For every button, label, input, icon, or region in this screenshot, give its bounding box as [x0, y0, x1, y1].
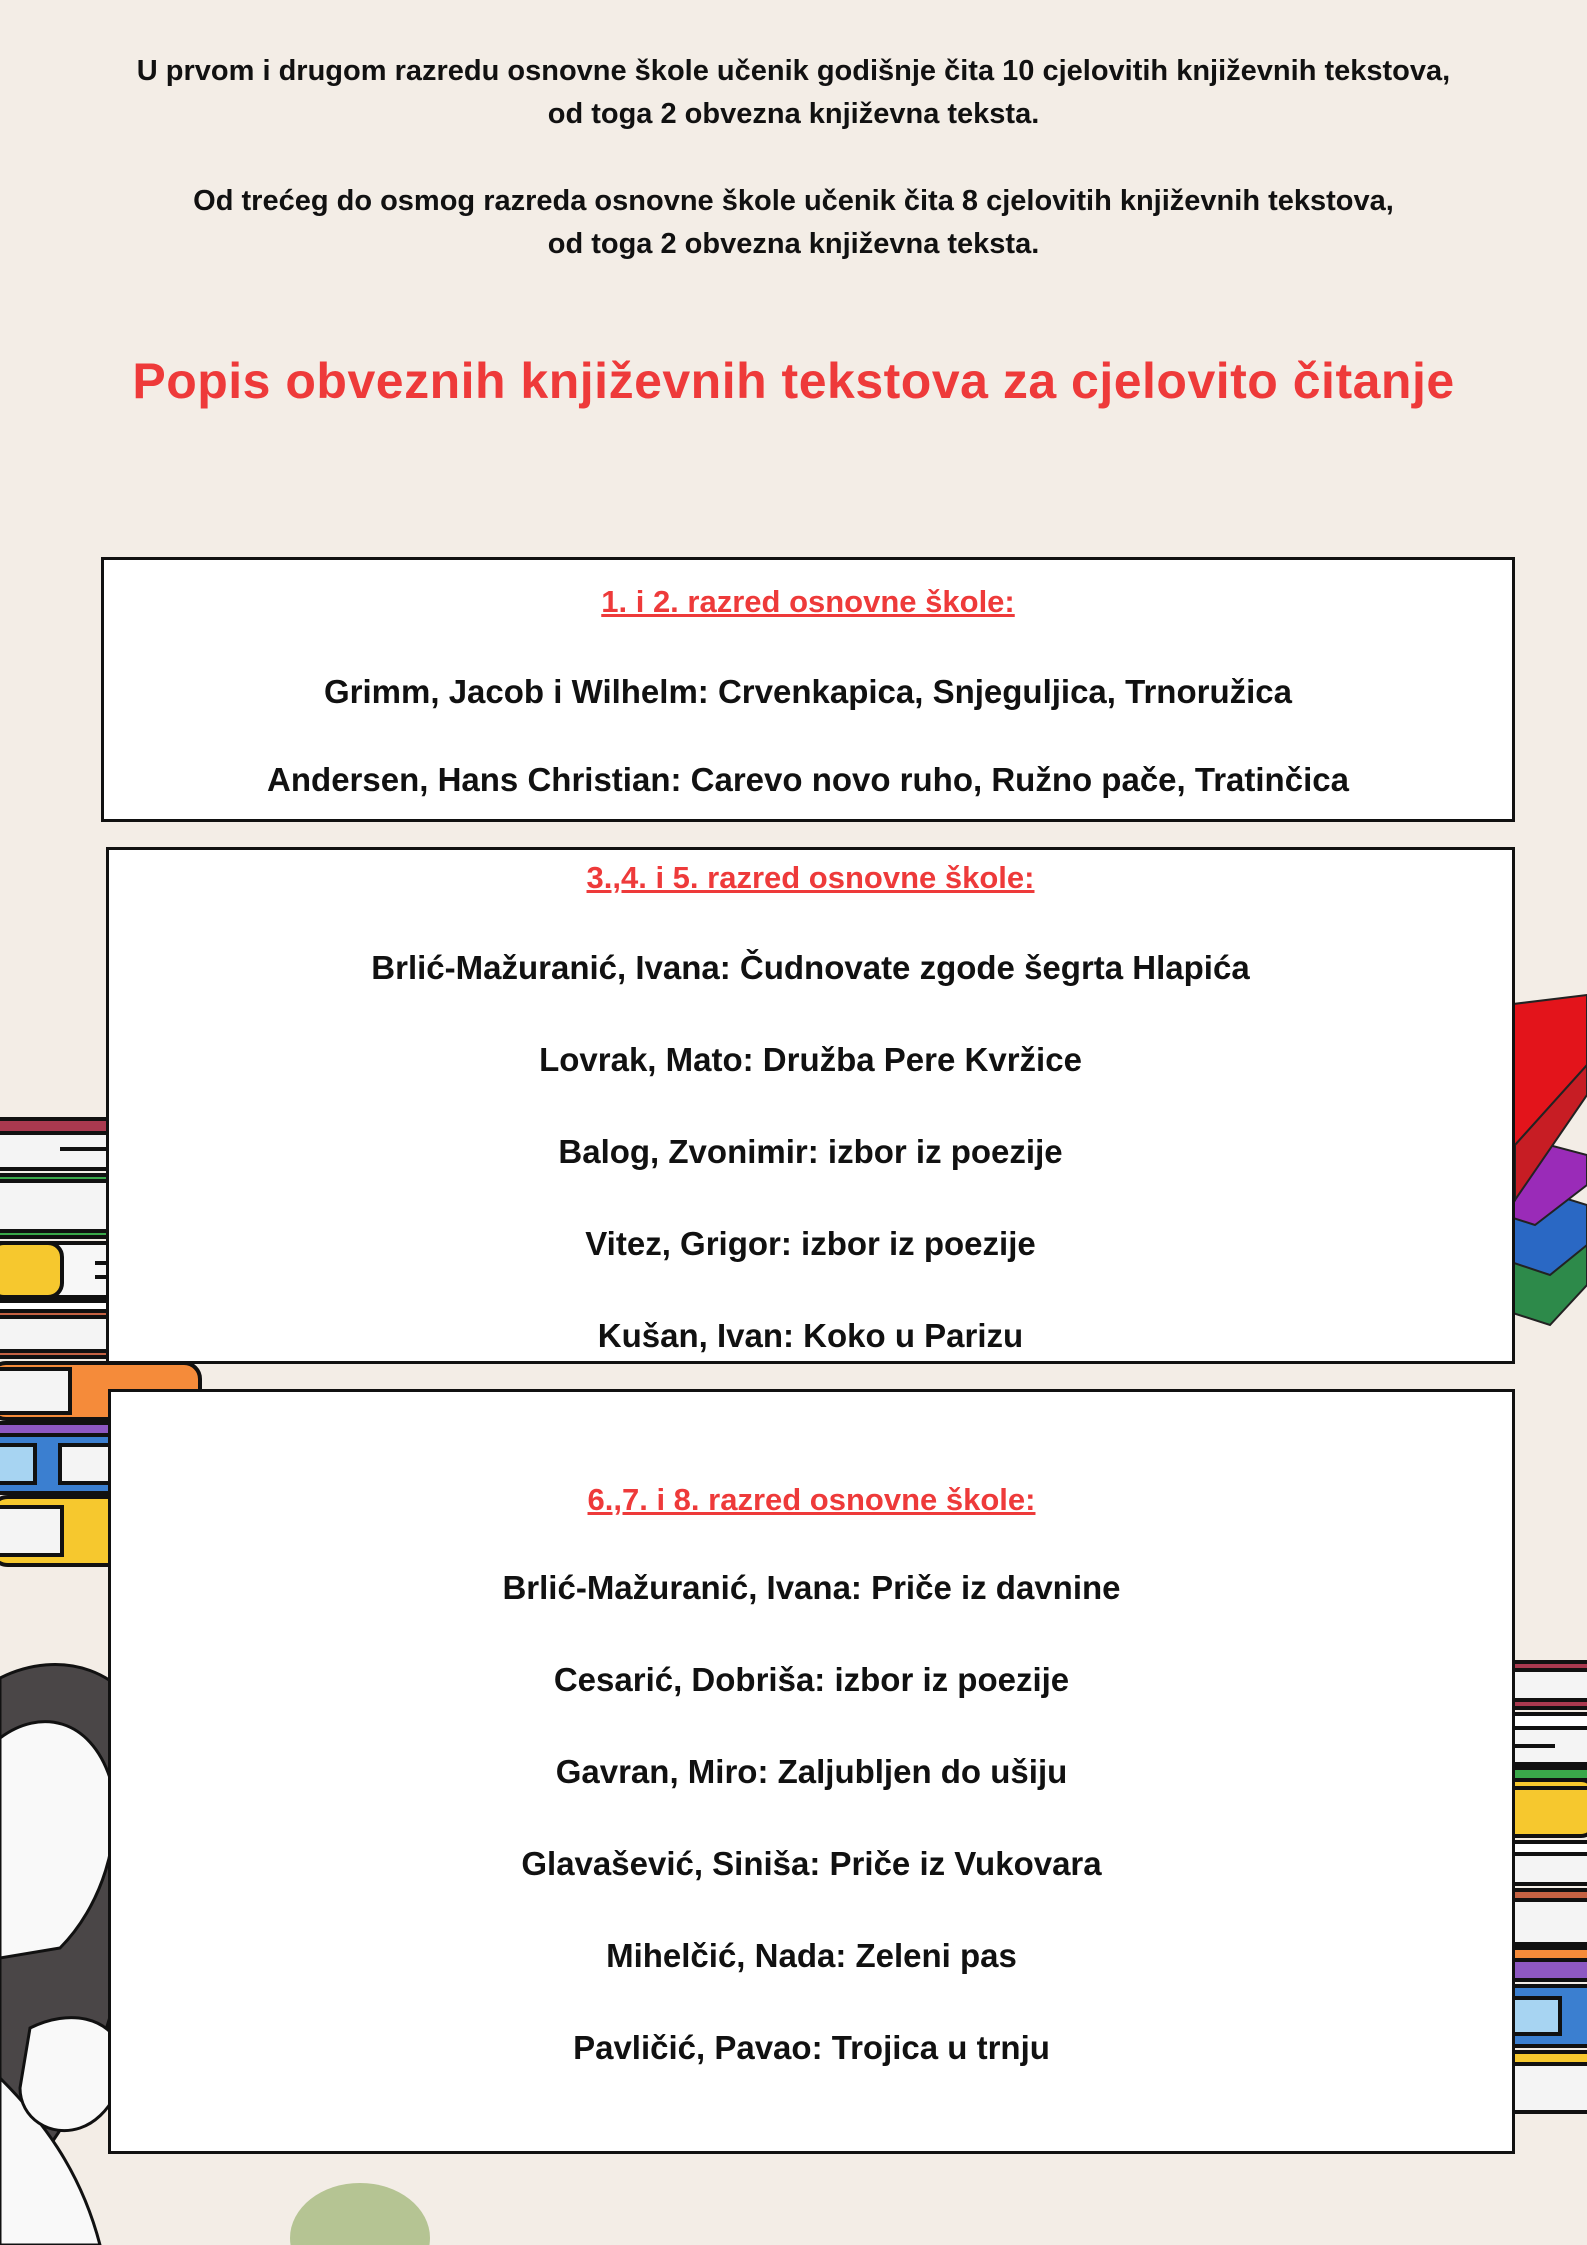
book-item: Pavličić, Pavao: Trojica u trnju	[573, 2029, 1050, 2066]
intro-line: od toga 2 obvezna književna teksta.	[547, 228, 1040, 260]
book-item: Balog, Zvonimir: izbor iz poezije	[558, 1133, 1063, 1170]
book-item: Kušan, Ivan: Koko u Parizu	[597, 1317, 1024, 1354]
book-item: Grimm, Jacob i Wilhelm: Crvenkapica, Snjeguljica, Trnoružica	[324, 673, 1292, 710]
section-grade-6-8	[108, 1389, 1515, 2154]
book-item: Glavašević, Siniša: Priče iz Vukovara	[521, 1845, 1102, 1882]
book-item: Brlić-Mažuranić, Ivana: Čudnovate zgode šegrta Hlapića	[371, 949, 1250, 986]
section-heading: 6.,7. i 8. razred osnovne škole:	[587, 1482, 1036, 1517]
intro-paragraph-1	[40, 50, 1547, 136]
section-grade-3-5	[106, 847, 1515, 1364]
page-title: Popis obveznih književnih tekstova za cjelovito čitanje	[132, 353, 1455, 409]
book-item: Andersen, Hans Christian: Carevo novo ruho, Ružno pače, Tratinčica	[267, 761, 1349, 798]
book-item: Mihelčić, Nada: Zeleni pas	[606, 1937, 1017, 1974]
intro-line: Od trećeg do osmog razreda osnovne škole učenik čita 8 cjelovitih književnih tekstova,	[193, 185, 1394, 217]
intro-paragraph-2	[40, 180, 1547, 266]
intro-line: od toga 2 obvezna književna teksta.	[547, 98, 1040, 130]
book-item: Gavran, Miro: Zaljubljen do ušiju	[555, 1753, 1068, 1790]
book-item: Cesarić, Dobriša: izbor iz poezije	[553, 1661, 1070, 1698]
book-item: Vitez, Grigor: izbor iz poezije	[585, 1225, 1036, 1262]
section-heading: 3.,4. i 5. razred osnovne škole:	[586, 860, 1035, 895]
section-heading: 1. i 2. razred osnovne škole:	[601, 584, 1015, 619]
book-item: Brlić-Mažuranić, Ivana: Priče iz davnine	[502, 1569, 1121, 1606]
section-grade-1-2	[101, 557, 1515, 822]
book-item: Lovrak, Mato: Družba Pere Kvržice	[539, 1041, 1082, 1078]
intro-line: U prvom i drugom razredu osnovne škole učenik godišnje čita 10 cjelovitih književnih tekstova,	[136, 55, 1451, 87]
